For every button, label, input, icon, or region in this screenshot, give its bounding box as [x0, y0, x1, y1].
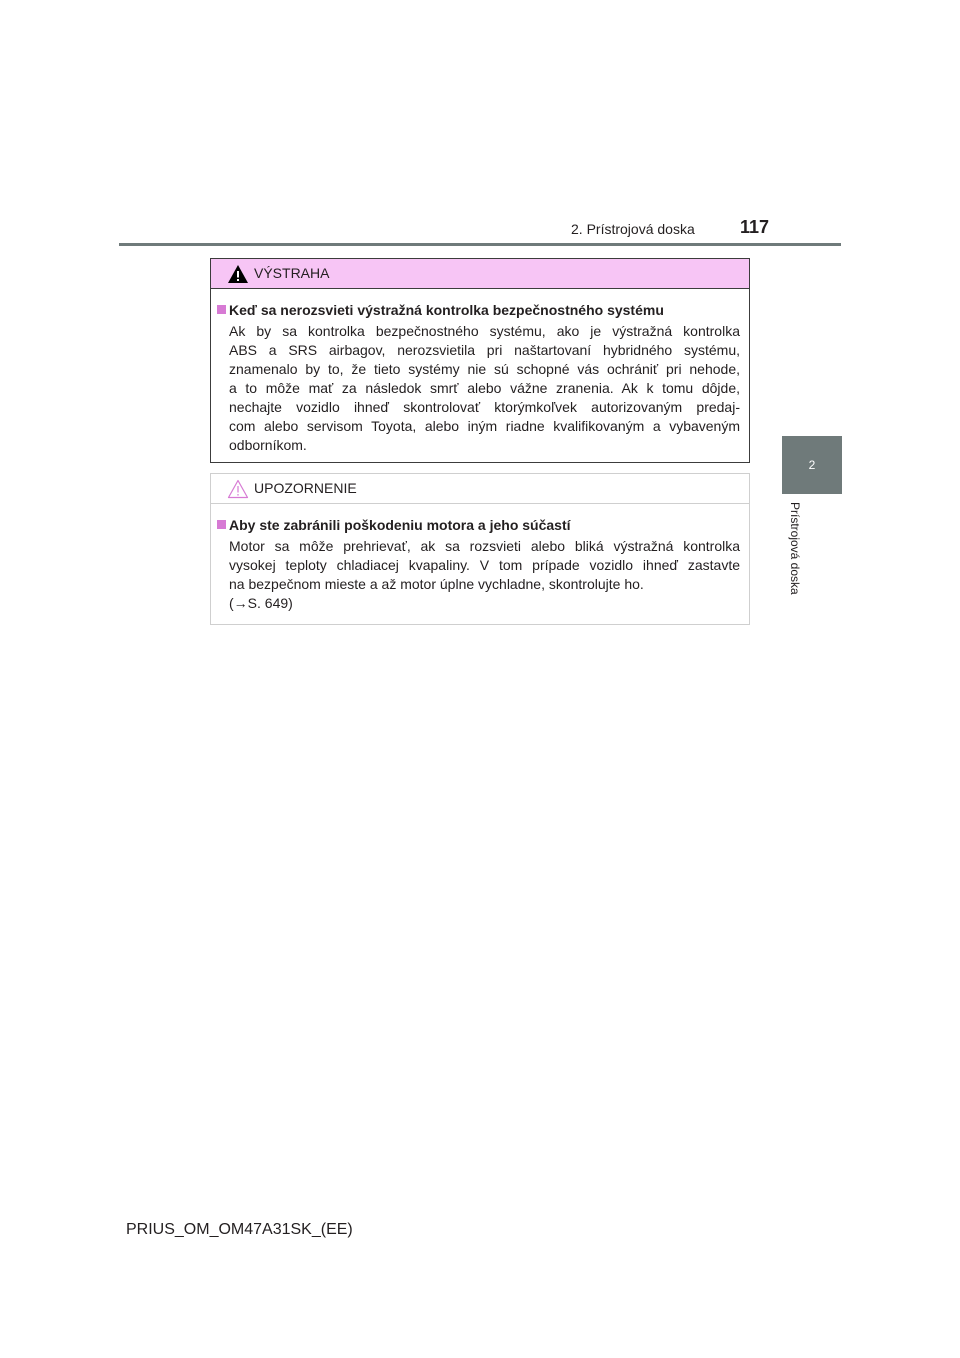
warning-text-line: Ak by sa kontrolka bezpečnostného systému, ako je výstražná kontrolka — [229, 323, 740, 339]
caution-box-header — [211, 474, 749, 504]
warning-heading: VÝSTRAHA — [254, 265, 330, 281]
caution-item-title — [217, 517, 571, 533]
document-code-footer: PRIUS_OM_OM47A31SK_(EE) — [126, 1221, 353, 1238]
warning-text-line: ABS a SRS airbagov, nerozsvietila pri naštartovaní hybridného systému, — [229, 342, 740, 358]
caution-box — [210, 473, 750, 625]
warning-box — [210, 258, 750, 463]
chapter-tab — [782, 436, 842, 494]
caution-text-line: na bezpečnom mieste a až motor úplne vychladne, skontrolujte ho. — [229, 576, 644, 592]
caution-triangle-icon — [227, 479, 249, 499]
warning-text-line: odborníkom. — [229, 437, 307, 453]
square-bullet-icon — [217, 520, 226, 529]
warning-item-title — [217, 302, 664, 318]
page-number: 117 — [740, 217, 770, 237]
warning-text-line: znamenalo by to, že tieto systémy nie sú schopné vás ochrániť pri nehode, — [229, 361, 740, 377]
warning-text-line: com alebo servisom Toyota, alebo iným riadne kvalifikovaným a vybaveným — [229, 418, 740, 434]
caution-page-reference[interactable]: (→S. 649) — [229, 595, 293, 611]
caution-heading: UPOZORNENIE — [254, 480, 357, 496]
warning-text-line: nechajte vozidlo ihneď skontrolovať ktorýmkoľvek autorizovaným predaj- — [229, 399, 740, 415]
square-bullet-icon — [217, 305, 226, 314]
warning-box-header — [211, 259, 749, 289]
caution-item-title-text: Aby ste zabránili poškodeniu motora a jeho súčastí — [229, 517, 571, 533]
warning-triangle-icon — [227, 264, 249, 284]
header-rule — [119, 243, 841, 246]
warning-text-line: a to môže mať za následok smrť alebo vážne zranenia. Ak k tomu dôjde, — [229, 380, 740, 396]
warning-item-title-text: Keď sa nerozsvieti výstražná kontrolka bezpečnostného systému — [229, 302, 664, 318]
caution-text-line: vysokej teploty chladiacej kvapaliny. V tom prípade vozidlo ihneď zastavte — [229, 557, 740, 573]
page-header-section: 2. Prístrojová doska — [571, 221, 695, 237]
chapter-tab-number: 2 — [808, 458, 816, 472]
caution-text-line: Motor sa môže prehrievať, ak sa rozsvieti alebo bliká výstražná kontrolka — [229, 538, 740, 554]
chapter-tab-label: Prístrojová doska — [788, 502, 802, 595]
